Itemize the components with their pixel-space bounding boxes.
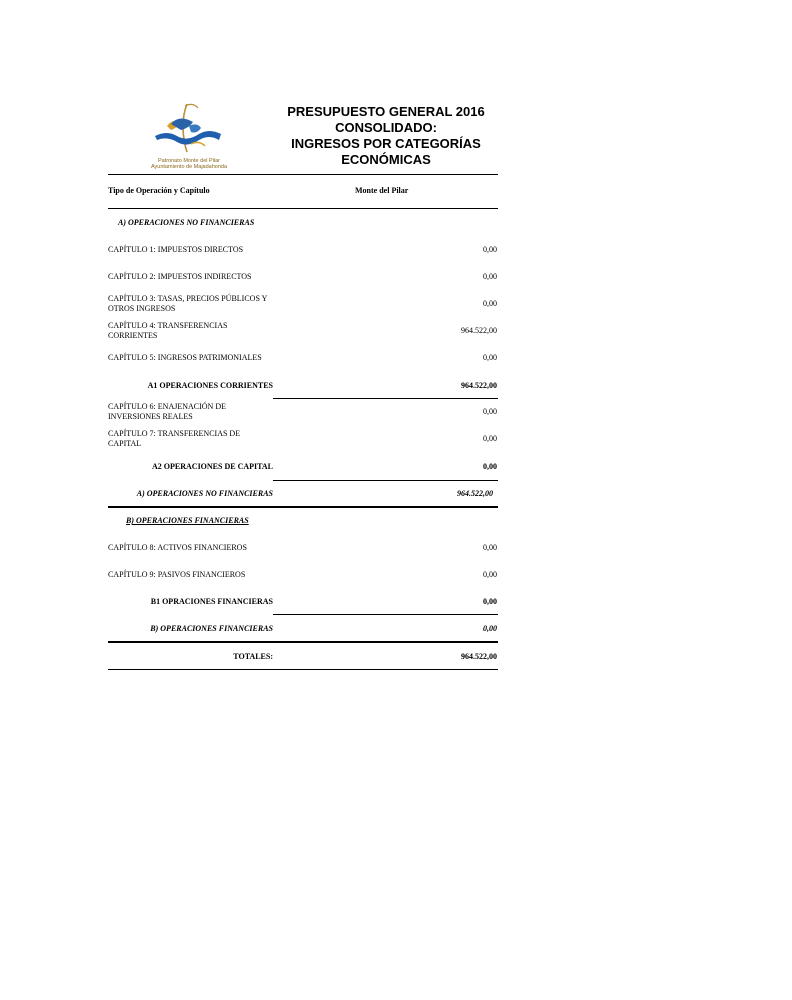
title-line2: CONSOLIDADO: (335, 120, 437, 135)
section-b-heading: B) OPERACIONES FINANCIERAS (126, 516, 249, 525)
cap4-value: 964.522,00 (461, 326, 497, 335)
cap4-label: CAPÍTULO 4: TRANSFERENCIAS CORRIENTES (108, 321, 228, 340)
table-bottom-rule (108, 669, 498, 670)
cap7-value: 0,00 (483, 434, 497, 443)
cap8-value: 0,00 (483, 543, 497, 552)
a2-subtotal-value: 0,00 (483, 462, 497, 471)
logo (143, 100, 235, 172)
cap5-value: 0,00 (483, 353, 497, 362)
cap2-label: CAPÍTULO 2: IMPUESTOS INDIRECTOS (108, 272, 252, 281)
cap2-value: 0,00 (483, 272, 497, 281)
a-total-label: A) OPERACIONES NO FINANCIERAS (136, 489, 273, 498)
cap8-label: CAPÍTULO 8: ACTIVOS FINANCIEROS (108, 543, 247, 552)
a1-subtotal-value: 964.522,00 (461, 381, 497, 390)
cap1-label: CAPÍTULO 1: IMPUESTOS DIRECTOS (108, 245, 244, 254)
logo-text-line1: Patronato Monte del Pilar (157, 158, 221, 164)
b-total-value: 0,00 (483, 624, 497, 633)
cap9-value: 0,00 (483, 570, 497, 579)
b1-subtotal-value: 0,00 (483, 597, 497, 606)
b-total-label: B) OPERACIONES FINANCIERAS (150, 624, 273, 633)
a1-rule (273, 398, 498, 399)
totals-label: TOTALES: (233, 652, 273, 661)
totals-value: 964.522,00 (461, 652, 497, 661)
section-b-bottom-rule (108, 641, 498, 643)
column-header-entity: Monte del Pilar (355, 186, 409, 195)
b1-rule (273, 614, 498, 615)
cap3-value: 0,00 (483, 299, 497, 308)
logo-text-line2: Ayuntamiento de Majadahonda (150, 164, 228, 170)
a2-rule (273, 480, 498, 481)
header-bottom-rule (108, 208, 498, 209)
a1-subtotal-label: A1 OPERACIONES CORRIENTES (147, 381, 273, 390)
a2-subtotal-label: A2 OPERACIONES DE CAPITAL (152, 462, 273, 471)
b1-subtotal-label: B1 OPRACIONES FINANCIERAS (150, 597, 273, 606)
a-total-value: 964.522,00 (457, 489, 493, 498)
table-top-rule (108, 174, 498, 175)
column-header-type: Tipo de Operación y Capítulo (108, 186, 210, 195)
cap9-label: CAPÍTULO 9: PASIVOS FINANCIEROS (108, 570, 246, 579)
cap7-label: CAPÍTULO 7: TRANSFERENCIAS DE CAPITAL (108, 429, 241, 448)
cap5-label: CAPÍTULO 5: INGRESOS PATRIMONIALES (108, 353, 262, 362)
title-line4: ECONÓMICAS (341, 152, 431, 167)
cap1-value: 0,00 (483, 245, 497, 254)
page-title (274, 104, 498, 168)
cap3-label: CAPÍTULO 3: TASAS, PRECIOS PÚBLICOS Y OTROS INGRESOS (108, 294, 268, 313)
title-line3: INGRESOS POR CATEGORÍAS (291, 136, 481, 151)
section-a-bottom-rule (108, 506, 498, 508)
logo-graphic (143, 100, 235, 158)
section-a-heading: A) OPERACIONES NO FINANCIERAS (118, 218, 255, 227)
title-line1: PRESUPUESTO GENERAL 2016 (287, 104, 485, 119)
cap6-value: 0,00 (483, 407, 497, 416)
cap6-label: CAPÍTULO 6: ENAJENACIÓN DE INVERSIONES REALES (108, 402, 226, 421)
